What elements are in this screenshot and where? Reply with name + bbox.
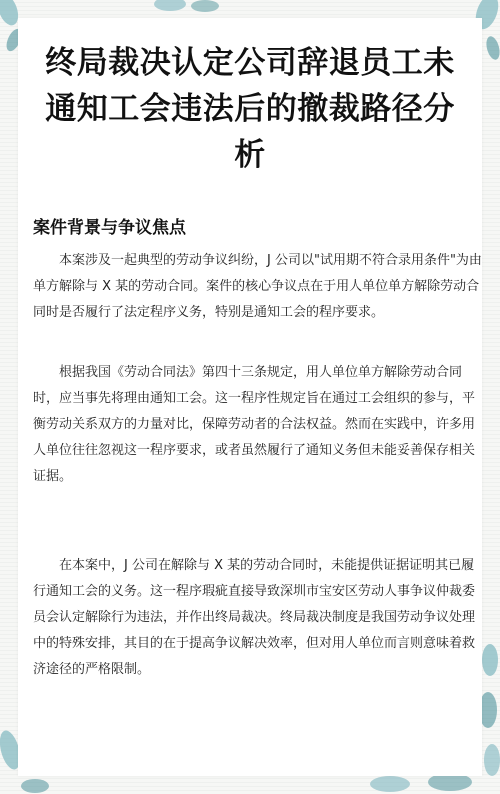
paragraph-line: 本案涉及一起典型的劳动争议纠纷，J 公司以"试用期不符合录用条件"为由 (59, 253, 482, 268)
title-line: 析 (234, 137, 266, 173)
leaf-decoration-top-center-icon (150, 0, 240, 18)
paragraph-line: 人单位往往忽视这一程序要求，或者虽然履行了通知义务但未能妥善保存相关 (33, 443, 476, 458)
paragraph-line: 衡劳动关系双方的力量对比，保障劳动者的合法权益。然而在实践中，许多用 (33, 417, 476, 432)
title-line: 终局裁决认定公司辞退员工未 (45, 45, 455, 81)
paragraph-line: 证据。 (33, 469, 73, 484)
paragraph-line: 同时是否履行了法定程序义务，特别是通知工会的程序要求。 (33, 305, 385, 320)
paragraph-2 (33, 360, 476, 490)
document-title (0, 40, 500, 178)
paragraph-line: 员会认定解除行为违法，并作出终局裁决。终局裁决制度是我国劳动争议处理 (33, 610, 476, 625)
paragraph-line: 行通知工会的义务。这一程序瑕疵直接导致深圳市宝安区劳动人事争议仲裁委 (33, 584, 476, 599)
paragraph-3 (33, 553, 476, 683)
title-line: 通知工会违法后的撤裁路径分 (45, 91, 455, 127)
paragraph-line: 济途径的严格限制。 (33, 662, 151, 677)
paragraph-line: 根据我国《劳动合同法》第四十三条规定，用人单位单方解除劳动合同 (59, 365, 463, 380)
paragraph-line: 单方解除与 X 某的劳动合同。案件的核心争议点在于用人单位单方解除劳动合 (33, 279, 480, 294)
paragraph-line: 在本案中，J 公司在解除与 X 某的劳动合同时，未能提供证据证明其已履 (59, 558, 475, 573)
paragraph-1 (33, 248, 482, 326)
paragraph-line: 时，应当事先将理由通知工会。这一程序性规定旨在通过工会组织的参与，平 (33, 391, 476, 406)
section-heading: 案件背景与争议焦点 (33, 218, 186, 238)
paragraph-line: 中的特殊安排，其目的在于提高争议解决效率，但对用人单位而言则意味着救 (33, 636, 476, 651)
